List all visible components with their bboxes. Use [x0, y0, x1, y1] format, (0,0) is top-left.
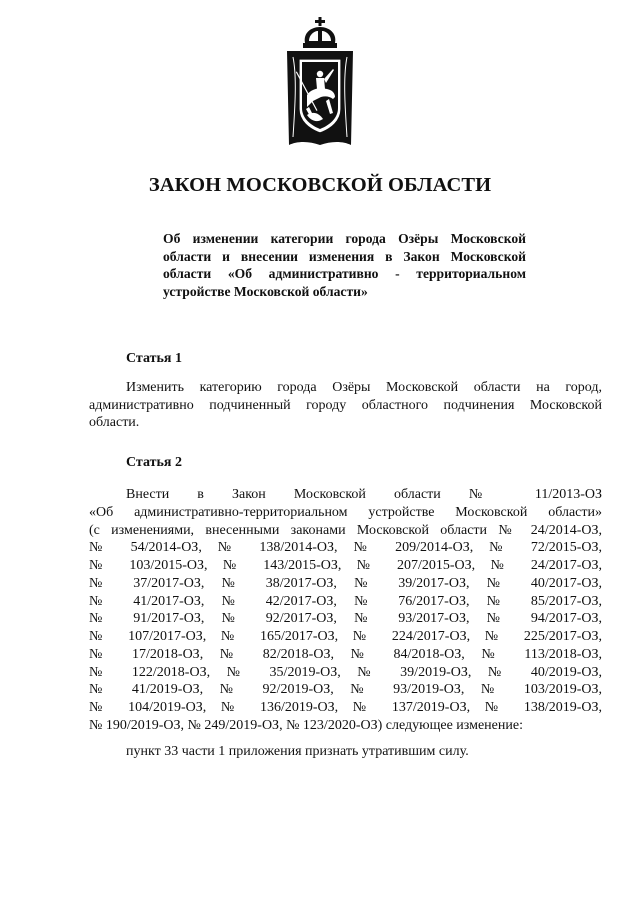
subtitle-line: устройстве Московской области»	[163, 283, 368, 299]
law-title: ЗАКОН МОСКОВСКОЙ ОБЛАСТИ	[148, 174, 492, 196]
text-line: № 122/2018-ОЗ, № 35/2019-ОЗ, № 39/2019-ОЗ, № 40/2019-ОЗ,	[89, 664, 602, 680]
text-line: № 54/2014-ОЗ, № 138/2014-ОЗ, № 209/2014-ОЗ, № 72/2015-ОЗ,	[89, 540, 602, 556]
text-line: № 107/2017-ОЗ, № 165/2017-ОЗ, № 224/2017-ОЗ, № 225/2017-ОЗ,	[89, 629, 602, 644]
text-line: № 104/2019-ОЗ, № 136/2019-ОЗ, № 137/2019-ОЗ, № 138/2019-ОЗ,	[89, 700, 602, 715]
text-line: «Об административно-территориальном устройстве Московской области»	[89, 504, 602, 520]
text-line: № 190/2019-ОЗ, № 249/2019-ОЗ, № 123/2020-ОЗ) следующее изменение:	[89, 717, 523, 733]
text-line: № 41/2017-ОЗ, № 42/2017-ОЗ, № 76/2017-ОЗ, № 85/2017-ОЗ,	[89, 593, 602, 609]
text-line: области.	[89, 415, 140, 431]
text-line: № 17/2018-ОЗ, № 82/2018-ОЗ, № 84/2018-ОЗ, № 113/2018-ОЗ,	[89, 646, 602, 662]
text-line: Изменить категорию города Озёры Московской области на город,	[126, 380, 602, 395]
text-line: (с изменениями, внесенными законами Московской области № 24/2014-ОЗ,	[89, 522, 602, 538]
text-line: № 103/2015-ОЗ, № 143/2015-ОЗ, № 207/2015-ОЗ, № 24/2017-ОЗ,	[89, 558, 602, 573]
text-line: № 91/2017-ОЗ, № 92/2017-ОЗ, № 93/2017-ОЗ, № 94/2017-ОЗ,	[89, 611, 602, 627]
law-subtitle	[163, 230, 526, 300]
article-1-text	[89, 379, 602, 432]
text-line: Внести в Закон Московской области № 11/2013-ОЗ	[126, 487, 602, 502]
coat-of-arms-icon	[283, 17, 357, 149]
text-line: № 41/2019-ОЗ, № 92/2019-ОЗ, № 93/2019-ОЗ, № 103/2019-ОЗ,	[89, 682, 602, 698]
article-2-heading: Статья 2	[126, 455, 182, 470]
article-2-text	[89, 486, 602, 735]
subtitle-line: области и внесении изменения в Закон Московской	[163, 248, 526, 264]
text-line: административно подчиненный городу областного подчинения Московской	[89, 397, 602, 413]
article-2-amendment: пункт 33 части 1 приложения признать утратившим силу.	[126, 744, 469, 759]
text-line: № 37/2017-ОЗ, № 38/2017-ОЗ, № 39/2017-ОЗ, № 40/2017-ОЗ,	[89, 575, 602, 591]
subtitle-line: области «Об административно - территориальном	[163, 266, 526, 282]
subtitle-line: Об изменении категории города Озёры Московской	[163, 231, 526, 246]
article-1-heading: Статья 1	[126, 351, 182, 366]
